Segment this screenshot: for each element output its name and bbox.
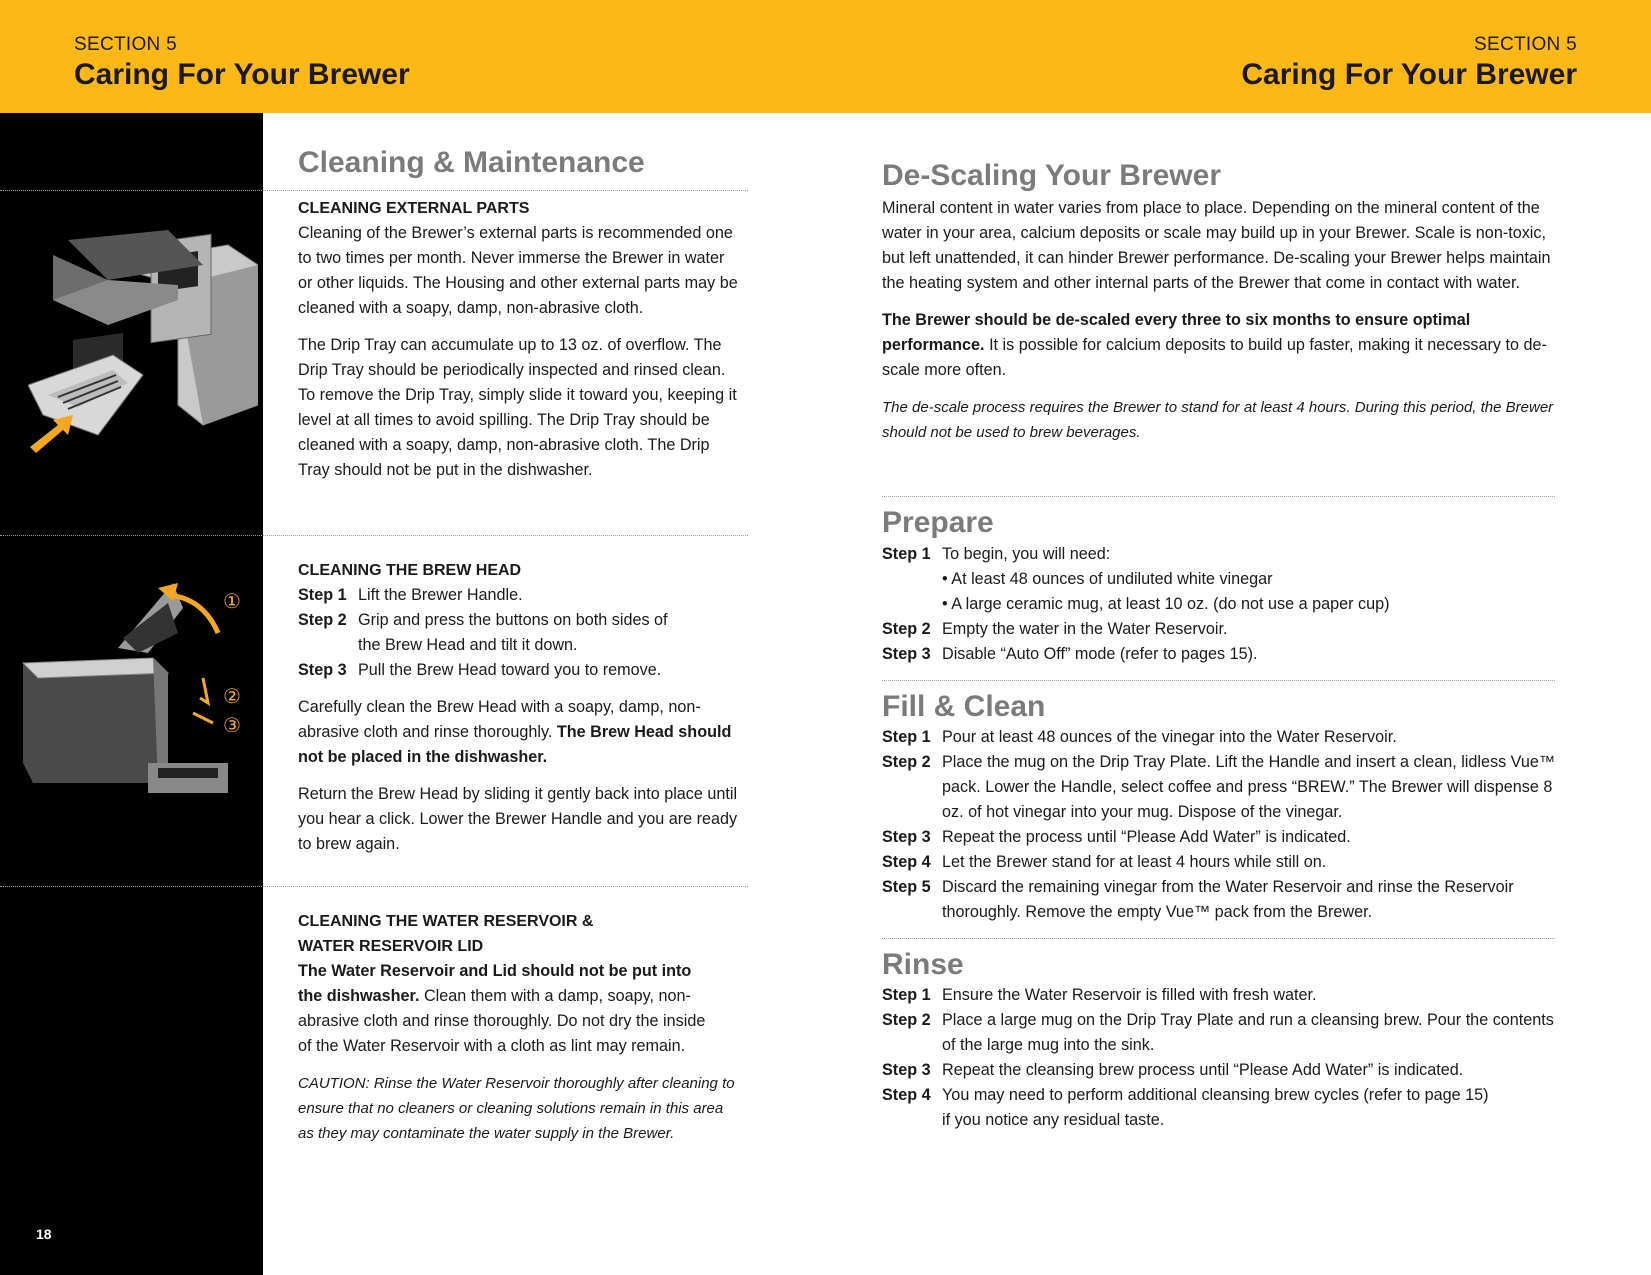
divider: [0, 886, 748, 887]
brew-head-heading: CLEANING THE BREW HEAD: [298, 562, 522, 579]
brew-head-warning: The Brew Head should not be placed in the dishwasher.: [298, 723, 732, 766]
step-label: Step 4: [882, 1086, 931, 1104]
step-row: [882, 725, 1557, 750]
step-label: Step 3: [882, 1061, 931, 1079]
step-text: Disable “Auto Off” mode (refer to pages 15).: [942, 645, 1258, 663]
callout-3: ③: [223, 713, 241, 737]
supply-item: • A large ceramic mug, at least 10 oz. (do not use a paper cup): [942, 595, 1390, 613]
step-row: [882, 617, 1557, 642]
step-label: Step 2: [298, 611, 347, 629]
descaling-title: De-Scaling Your Brewer: [882, 159, 1221, 192]
descaling-frequency: The Brewer should be de-scaled every three to six months to ensure optimal performance.: [882, 311, 1471, 354]
step-label: Step 1: [882, 728, 931, 746]
step-label: Step 5: [882, 878, 931, 896]
section-label-left: SECTION 5: [74, 34, 177, 55]
step-text: Empty the water in the Water Reservoir.: [942, 620, 1228, 638]
brew-head-paragraph-2: Return the Brew Head by sliding it gently back into place until you hear a click. Lower the Brewer Handle and you are ready to brew again.: [298, 785, 738, 853]
prepare-title: Prepare: [882, 506, 994, 539]
fill-clean-title: Fill & Clean: [882, 690, 1046, 723]
descaling-text: It is possible for calcium deposits to build up faster, making it necessary to de-scale more often.: [882, 336, 1547, 379]
step-label: Step 1: [882, 545, 931, 563]
step-row: [882, 542, 1557, 567]
rinse-title: Rinse: [882, 948, 964, 981]
step-label: Step 3: [882, 828, 931, 846]
header-banner: [0, 0, 1651, 113]
descaling-section: [882, 196, 1557, 457]
step-text: To begin, you will need:: [942, 545, 1111, 563]
step-label: Step 1: [298, 586, 347, 604]
step-row: [882, 1083, 1557, 1133]
reservoir-caution: CAUTION: Rinse the Water Reservoir thoroughly after cleaning to ensure that no cleaners or cleaning solutions remain in this area as they may contaminate the water supply in the Brewer.: [298, 1075, 735, 1142]
step-label: Step 4: [882, 853, 931, 871]
cleaning-maintenance-title: Cleaning & Maintenance: [298, 146, 645, 179]
brew-head-text: Carefully clean the Brew Head with a soapy, damp, non-abrasive cloth and rinse thoroughly.: [298, 698, 701, 741]
step-text: Repeat the process until “Please Add Water” is indicated.: [942, 828, 1351, 846]
step-label: Step 2: [882, 753, 931, 771]
step-label: Step 2: [882, 1011, 931, 1029]
step-row: [882, 825, 1557, 850]
reservoir-heading: CLEANING THE WATER RESERVOIR & WATER RESERVOIR LID: [298, 913, 594, 955]
step-text: You may need to perform additional cleansing brew cycles (refer to page 15) if you notice any residual taste.: [942, 1086, 1489, 1129]
step-text: Pour at least 48 ounces of the vinegar into the Water Reservoir.: [942, 728, 1397, 746]
page-number: 18: [36, 1226, 52, 1242]
step-text: Place the mug on the Drip Tray Plate. Lift the Handle and insert a clean, lidless Vue™ pack. Lower the Handle, select coffee and press “BREW.” The Brewer will dispense 8 oz. of hot vinegar into your mug. Dispose of the vinegar.: [942, 753, 1556, 821]
step-label: Step 3: [882, 645, 931, 663]
step-row: [298, 583, 738, 608]
step-text: Let the Brewer stand for at least 4 hours while still on.: [942, 853, 1327, 871]
external-parts-paragraph-2: The Drip Tray can accumulate up to 13 oz. of overflow. The Drip Tray should be periodically inspected and rinsed clean. To remove the Drip Tray, simply slide it toward you, keeping it level at all times to avoid spilling. The Drip Tray should be cleaned with a soapy, damp, non-abrasive cloth. The Drip Tray should not be put in the dishwasher.: [298, 336, 737, 479]
step-text: Repeat the cleansing brew process until “Please Add Water” is indicated.: [942, 1061, 1464, 1079]
step-label: Step 2: [882, 620, 931, 638]
step-row: [882, 1058, 1557, 1083]
step-text: Place a large mug on the Drip Tray Plate and run a cleansing brew. Pour the contents of the large mug into the sink.: [942, 1011, 1554, 1054]
divider: [882, 680, 1555, 681]
step-text: Grip and press the buttons on both sides of the Brew Head and tilt it down.: [358, 611, 668, 654]
rinse-section: [882, 983, 1557, 1133]
prepare-section: [882, 542, 1557, 667]
step-label: Step 3: [298, 661, 347, 679]
step-row: [882, 642, 1557, 667]
step-row: [882, 875, 1557, 925]
divider: [0, 535, 748, 536]
reservoir-text: Clean them with a damp, soapy, non-abrasive cloth and rinse thoroughly. Do not dry the inside of the Water Reservoir with a cloth as lint may remain.: [298, 987, 706, 1055]
reservoir-warning: The Water Reservoir and Lid should not be put into the dishwasher.: [298, 962, 692, 1005]
fill-clean-section: [882, 725, 1557, 925]
step-text: Lift the Brewer Handle.: [358, 586, 523, 604]
brew-head-steps: [298, 583, 738, 683]
step-row: [882, 850, 1557, 875]
supply-item: • At least 48 ounces of undiluted white vinegar: [942, 570, 1273, 588]
brew-head-paragraph-1: [298, 695, 738, 770]
step-text: Ensure the Water Reservoir is filled with fresh water.: [942, 986, 1317, 1004]
descaling-paragraph-1: Mineral content in water varies from place to place. Depending on the mineral content of the water in your area, calcium deposits or scale may build up in your Brewer. Scale is non-toxic, but left unattended, it can hinder Brewer performance. De-scaling your Brewer helps maintain the heating system and other internal parts of the Brewer that come in contact with water.: [882, 199, 1551, 292]
descaling-paragraph-2: [882, 308, 1557, 383]
reservoir-section: [298, 909, 738, 1158]
step-row: [882, 1008, 1557, 1058]
step-row: [882, 750, 1557, 825]
arrow-icon: [30, 415, 73, 453]
step-label: Step 1: [882, 986, 931, 1004]
reservoir-paragraph: [298, 959, 718, 1059]
step-row: [882, 983, 1557, 1008]
external-parts-paragraph-1: Cleaning of the Brewer’s external parts is recommended one to two times per month. Never immerse the Brewer in water or other liquids. The Housing and other external parts may be cleaned with a soapy, damp, non-abrasive cloth.: [298, 224, 738, 317]
brew-head-section: [298, 558, 738, 869]
section-label-right: SECTION 5: [1474, 34, 1577, 55]
divider: [0, 190, 748, 191]
callout-2: ②: [223, 684, 241, 708]
divider: [882, 496, 1555, 497]
step-row: [298, 658, 738, 683]
descaling-note: The de-scale process requires the Brewer to stand for at least 4 hours. During this period, the Brewer should not be used to brew beverages.: [882, 399, 1554, 441]
external-parts-section: [298, 196, 738, 495]
brew-head-illustration: [18, 583, 263, 813]
step-text: Pull the Brew Head toward you to remove.: [358, 661, 662, 679]
section-title-right: Caring For Your Brewer: [1241, 58, 1577, 91]
external-parts-heading: CLEANING EXTERNAL PARTS: [298, 200, 530, 217]
step-text: Discard the remaining vinegar from the Water Reservoir and rinse the Reservoir thoroughly. Remove the empty Vue™ pack from the Brewer.: [942, 878, 1514, 921]
brewer-drip-tray-illustration: [28, 225, 258, 470]
callout-1: ①: [223, 589, 241, 613]
step-row: [298, 608, 738, 658]
divider: [882, 938, 1555, 939]
section-title-left: Caring For Your Brewer: [74, 58, 410, 91]
